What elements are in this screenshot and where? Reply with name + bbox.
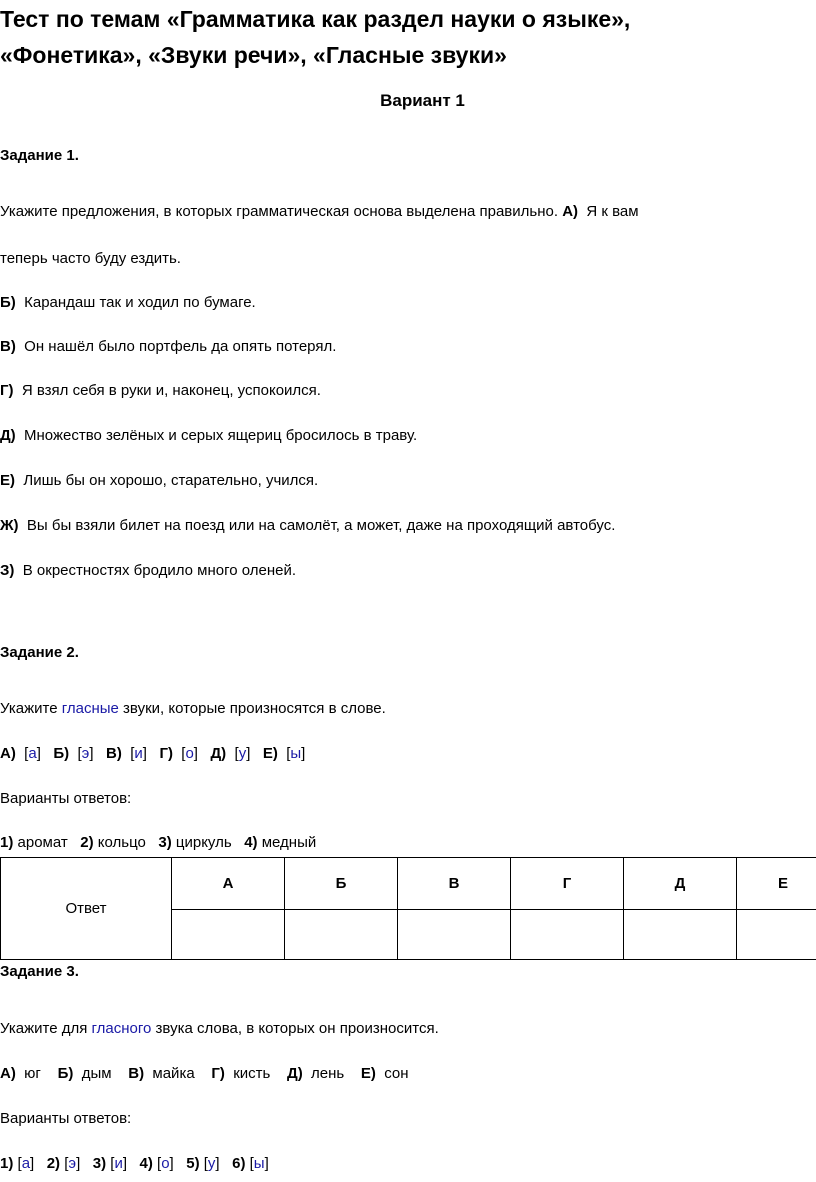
answer-num: 1) (0, 834, 14, 851)
option-text: Лишь бы он хорошо, старательно, учился. (23, 472, 319, 489)
task1-option-a-continuation: теперь часто буду ездить. (0, 250, 181, 267)
prompt-highlight: гласного (91, 1020, 152, 1037)
sound: ы (290, 745, 302, 762)
page-title-line-2: «Фонетика», «Звуки речи», «Гласные звуки» (0, 42, 507, 68)
word-label: Д) (287, 1065, 303, 1082)
sound: у (238, 745, 247, 762)
task3-variants-label: Варианты ответов: (0, 1110, 132, 1127)
word-label: В) (128, 1065, 145, 1082)
answer-word: аромат (17, 834, 68, 851)
answer-word: кольцо (97, 834, 146, 851)
task2-prompt (0, 700, 386, 717)
answer-num: 1) (0, 1155, 14, 1172)
bracket: ] (89, 745, 94, 762)
task2-answers-row (0, 834, 316, 851)
task1-prompt: Укажите предложения, в которых грамматическая основа выделена правильно. (0, 203, 559, 220)
sound-label: Б) (53, 745, 70, 762)
answer-cell[interactable] (172, 910, 285, 960)
column-header: А (172, 858, 285, 910)
sound: а (28, 745, 37, 762)
answer-word: медный (261, 834, 317, 851)
task1-option (0, 427, 417, 444)
task1-option (0, 517, 615, 534)
sound: а (21, 1155, 31, 1172)
variant-heading: Вариант 1 (380, 91, 465, 110)
task1-option (0, 338, 336, 355)
bracket: [ (110, 1155, 115, 1172)
column-header: Е (737, 858, 816, 910)
option-label: Д) (0, 427, 16, 444)
sound: о (185, 745, 194, 762)
bracket: ] (193, 745, 198, 762)
prompt-text: звуки, которые произносятся в слове. (123, 700, 386, 717)
bracket: [ (130, 745, 135, 762)
task3-words-row (0, 1065, 409, 1082)
answer-cell[interactable] (285, 910, 398, 960)
option-text: Я взял себя в руки и, наконец, успокоился. (21, 382, 321, 399)
task1-option-a-label: А) (562, 203, 579, 220)
word: дым (81, 1065, 112, 1082)
sound: ы (253, 1155, 265, 1172)
option-text: Карандаш так и ходил по бумаге. (24, 294, 256, 311)
bracket: ] (215, 1155, 220, 1172)
task3-heading: Задание 3. (0, 963, 79, 980)
answer-cell[interactable] (511, 910, 624, 960)
sound: у (207, 1155, 216, 1172)
answer-num: 4) (139, 1155, 153, 1172)
task3-answers-row (0, 1155, 269, 1172)
column-header: В (398, 858, 511, 910)
word: лень (311, 1065, 345, 1082)
option-text: Множество зелёных и серых ящериц бросилось в траву. (24, 427, 418, 444)
word: юг (24, 1065, 41, 1082)
task2-heading: Задание 2. (0, 644, 79, 661)
bracket: ] (76, 1155, 81, 1172)
page-title-line-1: Тест по темам «Грамматика как раздел науки о языке», (0, 6, 631, 32)
word-label: Г) (211, 1065, 225, 1082)
option-text: В окрестностях бродило много оленей. (22, 562, 297, 579)
word-label: Е) (360, 1065, 376, 1082)
bracket: [ (286, 745, 291, 762)
bracket: [ (77, 745, 82, 762)
word-label: А) (0, 1065, 16, 1082)
task1-option (0, 562, 296, 579)
task2-variants-label: Варианты ответов: (0, 790, 132, 807)
column-header: Б (285, 858, 398, 910)
task1-option-a-text: Я к вам (586, 203, 639, 220)
answer-cell[interactable] (624, 910, 737, 960)
sound: и (114, 1155, 123, 1172)
bracket: [ (203, 1155, 208, 1172)
bracket: ] (30, 1155, 35, 1172)
word: кисть (233, 1065, 271, 1082)
bracket: [ (181, 745, 186, 762)
task1-option (0, 294, 256, 311)
answer-row-label: Ответ (1, 858, 172, 960)
bracket: [ (24, 745, 29, 762)
sound-label: Е) (262, 745, 278, 762)
sound: э (81, 745, 90, 762)
answer-num: 6) (232, 1155, 246, 1172)
option-label: Г) (0, 382, 14, 399)
word: сон (384, 1065, 409, 1082)
sound: э (68, 1155, 77, 1172)
bracket: ] (122, 1155, 127, 1172)
answer-table (0, 857, 816, 960)
answer-num: 5) (186, 1155, 200, 1172)
sound-label: Г) (159, 745, 173, 762)
sound: и (134, 745, 143, 762)
sound-label: Д) (210, 745, 227, 762)
bracket: ] (246, 745, 251, 762)
bracket: [ (249, 1155, 254, 1172)
prompt-text: Укажите (0, 700, 58, 717)
bracket: ] (36, 745, 41, 762)
option-label: Е) (0, 472, 15, 489)
answer-cell[interactable] (737, 910, 816, 960)
answer-word: циркуль (175, 834, 232, 851)
sound: о (161, 1155, 170, 1172)
bracket: [ (234, 745, 239, 762)
sound-label: В) (106, 745, 122, 762)
task1-option (0, 382, 321, 399)
bracket: [ (64, 1155, 69, 1172)
prompt-text: звука слова, в которых он произносится. (155, 1020, 439, 1037)
option-label: Ж) (0, 517, 19, 534)
prompt-text: Укажите для (0, 1020, 88, 1037)
answer-num: 2) (46, 1155, 61, 1172)
bracket: ] (264, 1155, 269, 1172)
answer-num: 3) (158, 834, 172, 851)
column-header: Д (624, 858, 737, 910)
answer-cell[interactable] (398, 910, 511, 960)
option-label: В) (0, 338, 16, 355)
task3-prompt (0, 1020, 439, 1037)
word: майка (152, 1065, 195, 1082)
bracket: ] (169, 1155, 174, 1172)
answer-num: 4) (244, 834, 258, 851)
option-label: З) (0, 562, 15, 579)
answer-num: 3) (92, 1155, 107, 1172)
bracket: ] (142, 745, 147, 762)
task1-option (0, 472, 318, 489)
task1-prompt-line (0, 203, 639, 220)
sound-label: А) (0, 745, 16, 762)
task2-sounds-row (0, 745, 305, 762)
column-header: Г (511, 858, 624, 910)
bracket: [ (157, 1155, 162, 1172)
task1-heading: Задание 1. (0, 147, 79, 164)
bracket: [ (17, 1155, 22, 1172)
answer-num: 2) (80, 834, 94, 851)
option-text: Вы бы взяли билет на поезд или на самолёт, а может, даже на проходящий автобус. (26, 517, 616, 534)
word-label: Б) (57, 1065, 74, 1082)
bracket: ] (301, 745, 306, 762)
prompt-highlight: гласные (61, 700, 119, 717)
option-label: Б) (0, 294, 16, 311)
option-text: Он нашёл было портфель да опять потерял. (24, 338, 337, 355)
